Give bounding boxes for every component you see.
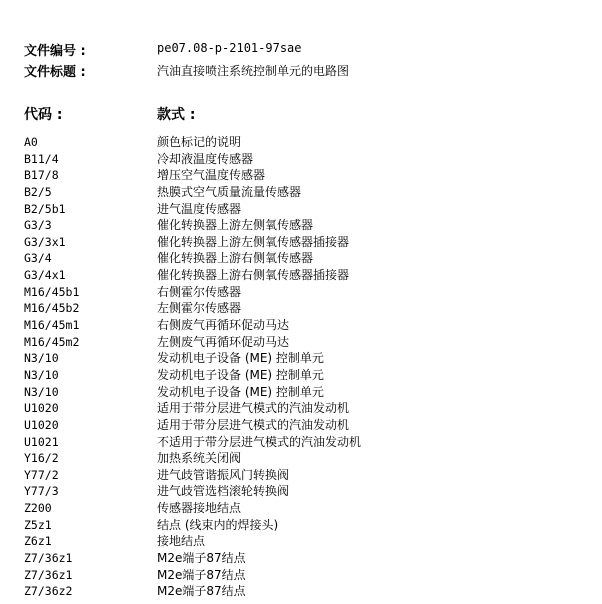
component-description: 催化转换器上游右侧氧传感器 bbox=[157, 251, 314, 266]
component-code: U1020 bbox=[24, 401, 59, 416]
component-description: 催化转换器上游左侧氧传感器 bbox=[157, 218, 314, 233]
component-description: 加热系统关闭阀 bbox=[157, 451, 242, 466]
component-code: N3/10 bbox=[24, 351, 59, 366]
component-code: N3/10 bbox=[24, 367, 59, 382]
component-code: M16/45m2 bbox=[24, 334, 80, 349]
component-code: Y77/2 bbox=[24, 467, 59, 482]
list-item bbox=[0, 417, 602, 434]
component-code: G3/3x1 bbox=[24, 234, 66, 249]
component-description: 适用于带分层进气模式的汽油发动机 bbox=[157, 417, 350, 432]
list-item bbox=[0, 234, 602, 251]
list-item bbox=[0, 583, 602, 600]
list-item bbox=[0, 300, 602, 317]
component-code: B17/8 bbox=[24, 168, 59, 183]
list-item bbox=[0, 217, 602, 234]
component-description: 接地结点 bbox=[157, 534, 206, 549]
component-description: 传感器接地结点 bbox=[157, 501, 242, 516]
component-description: 颜色标记的说明 bbox=[157, 135, 242, 149]
list-item bbox=[0, 350, 602, 367]
list-item bbox=[0, 533, 602, 550]
component-description: 左侧霍尔传感器 bbox=[157, 301, 242, 316]
component-code: Z200 bbox=[24, 501, 52, 516]
component-description: 热膜式空气质量流量传感器 bbox=[157, 184, 302, 199]
component-description: 右侧废气再循环促动马达 bbox=[157, 318, 290, 333]
list-item bbox=[0, 334, 602, 351]
file-title-label: 文件标题 : bbox=[24, 65, 86, 80]
component-description: 增压空气温度传感器 bbox=[157, 168, 266, 183]
component-description: 左侧废气再循环促动马达 bbox=[157, 334, 290, 349]
component-description: 催化转换器上游右侧氧传感器插接器 bbox=[157, 268, 350, 283]
component-code: G3/3 bbox=[24, 218, 52, 233]
list-item bbox=[0, 434, 602, 451]
list-item bbox=[0, 201, 602, 218]
list-item bbox=[0, 167, 602, 184]
component-code: Z5z1 bbox=[24, 517, 52, 532]
file-number-value: pe07.08-p-2101-97sae bbox=[157, 41, 302, 55]
list-item bbox=[0, 450, 602, 467]
component-description: 进气歧管谐振风门转换阀 bbox=[157, 467, 290, 482]
component-description: 结点 (线束内的焊接头) bbox=[157, 517, 279, 532]
component-list bbox=[0, 134, 602, 600]
component-description: 催化转换器上游左侧氧传感器插接器 bbox=[157, 234, 350, 249]
file-title-value: 汽油直接喷注系统控制单元的电路图 bbox=[157, 64, 350, 78]
component-description: 发动机电子设备 (ME) 控制单元 bbox=[157, 384, 324, 399]
component-description: 发动机电子设备 (ME) 控制单元 bbox=[157, 367, 324, 382]
component-code: U1021 bbox=[24, 434, 59, 449]
component-code: G3/4x1 bbox=[24, 268, 66, 283]
code-column-heading: 代码 : bbox=[24, 107, 63, 123]
component-description: 适用于带分层进气模式的汽油发动机 bbox=[157, 401, 350, 416]
list-item bbox=[0, 367, 602, 384]
list-item bbox=[0, 517, 602, 534]
component-code: A0 bbox=[24, 135, 38, 149]
list-item bbox=[0, 151, 602, 168]
component-code: B11/4 bbox=[24, 151, 59, 166]
component-description: 冷却液温度传感器 bbox=[157, 151, 254, 166]
list-item bbox=[0, 384, 602, 401]
list-item bbox=[0, 483, 602, 500]
component-code: Z7/36z2 bbox=[24, 584, 73, 599]
component-code: B2/5b1 bbox=[24, 201, 66, 216]
component-description: M2e端子87结点 bbox=[157, 551, 246, 566]
component-code: Z6z1 bbox=[24, 534, 52, 549]
list-item bbox=[0, 400, 602, 417]
component-code: M16/45m1 bbox=[24, 318, 80, 333]
component-description: 进气歧管选档滚轮转换阀 bbox=[157, 484, 290, 499]
list-item bbox=[0, 500, 602, 517]
file-number-label: 文件编号 : bbox=[24, 44, 86, 59]
component-description: 进气温度传感器 bbox=[157, 201, 242, 216]
component-code: U1020 bbox=[24, 417, 59, 432]
list-item bbox=[0, 284, 602, 301]
list-item bbox=[0, 550, 602, 567]
component-code: G3/4 bbox=[24, 251, 52, 266]
list-item bbox=[0, 467, 602, 484]
component-code: N3/10 bbox=[24, 384, 59, 399]
component-code: M16/45b1 bbox=[24, 284, 80, 299]
component-code: Y77/3 bbox=[24, 484, 59, 499]
list-item bbox=[0, 317, 602, 334]
component-code: Z7/36z1 bbox=[24, 567, 73, 582]
list-item bbox=[0, 250, 602, 267]
list-item bbox=[0, 567, 602, 584]
list-item bbox=[0, 267, 602, 284]
component-code: Y16/2 bbox=[24, 451, 59, 466]
component-description: M2e端子87结点 bbox=[157, 567, 246, 582]
component-description: 不适用于带分层进气模式的汽油发动机 bbox=[157, 434, 362, 449]
component-description: 右侧霍尔传感器 bbox=[157, 284, 242, 299]
component-code: B2/5 bbox=[24, 184, 52, 199]
component-description: M2e端子87结点 bbox=[157, 584, 246, 599]
description-column-heading: 款式 : bbox=[157, 107, 196, 123]
list-item bbox=[0, 184, 602, 201]
component-code: Z7/36z1 bbox=[24, 551, 73, 566]
component-description: 发动机电子设备 (ME) 控制单元 bbox=[157, 351, 324, 366]
component-code: M16/45b2 bbox=[24, 301, 80, 316]
list-item bbox=[0, 134, 602, 151]
